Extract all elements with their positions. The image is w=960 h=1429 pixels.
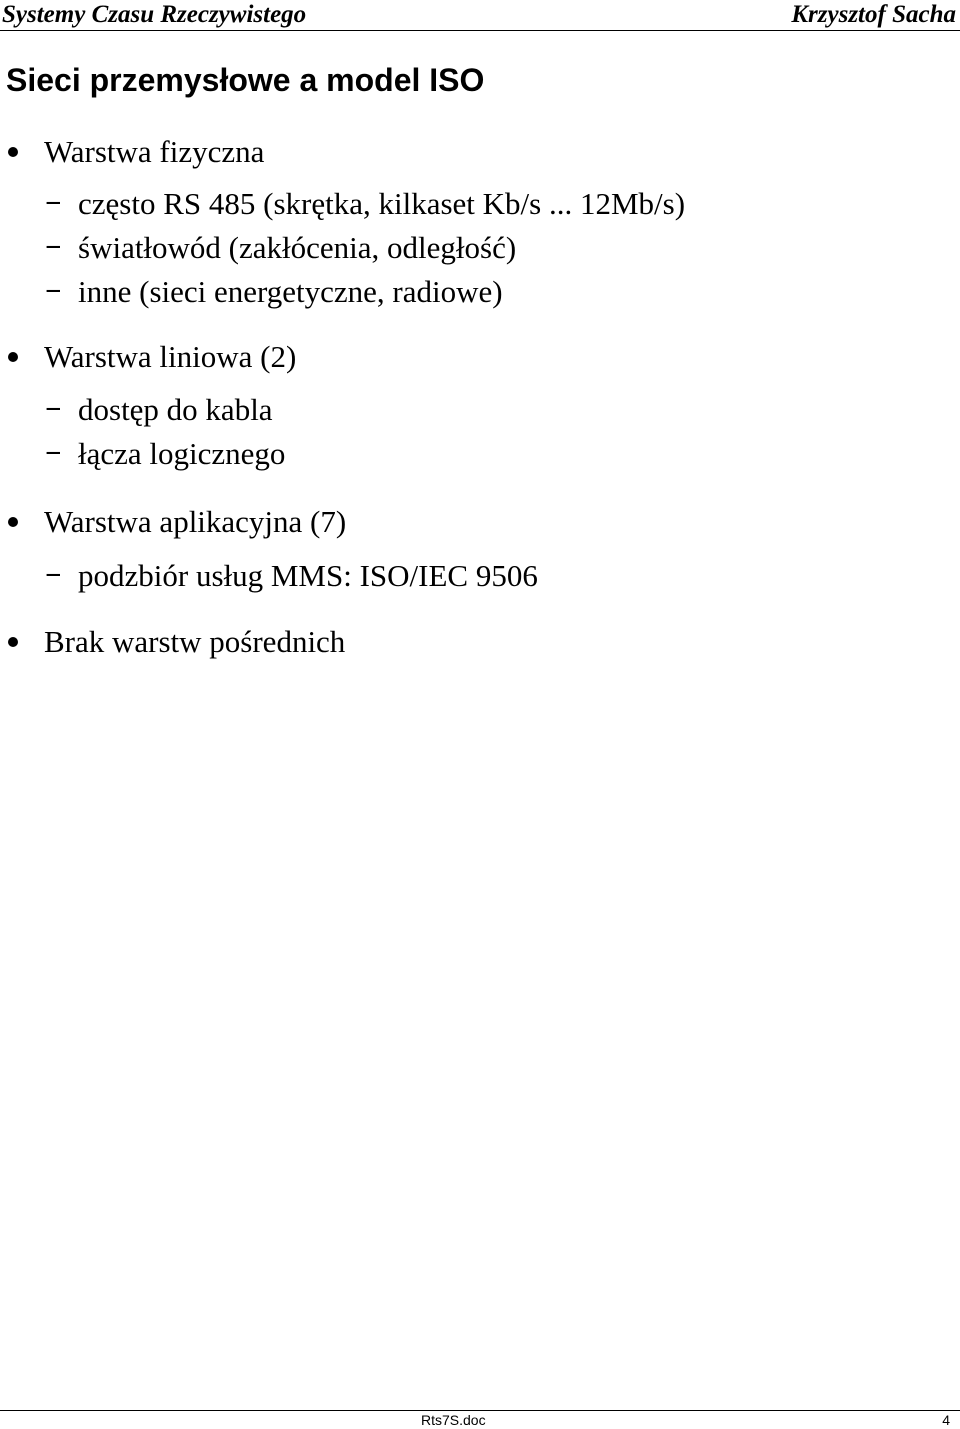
bullet-dot-icon [8, 517, 18, 527]
bullet-text: Warstwa fizyczna [44, 134, 265, 169]
sub-item-text: łącza logicznego [78, 436, 286, 471]
sub-item-text: dostęp do kabla [78, 392, 273, 427]
bullet-dot-icon [8, 352, 18, 362]
bullet-dot-icon [8, 147, 18, 157]
footer-filename: Rts7S.doc [421, 1412, 486, 1428]
dash-icon: – [44, 436, 63, 471]
dash-icon: – [44, 392, 63, 427]
page-footer [0, 1410, 960, 1429]
bullet-dot-icon [8, 637, 18, 647]
sub-item-text: często RS 485 (skrętka, kilkaset Kb/s ... 12Mb/s) [78, 186, 686, 221]
dash-icon: – [44, 274, 63, 309]
page-header [0, 0, 960, 31]
sub-item-text: podzbiór usług MMS: ISO/IEC 9506 [78, 558, 538, 593]
bullet-text: Warstwa aplikacyjna (7) [44, 504, 347, 539]
bullet-text: Brak warstw pośrednich [44, 624, 346, 659]
header-course-title: Systemy Czasu Rzeczywistego [2, 1, 307, 28]
sub-item-text: inne (sieci energetyczne, radiowe) [78, 274, 503, 309]
sub-item-text: światłowód (zakłócenia, odległość) [78, 230, 517, 265]
dash-icon: – [44, 230, 63, 265]
page-number: 4 [942, 1412, 950, 1428]
header-author: Krzysztof Sacha [791, 1, 956, 28]
dash-icon: – [44, 558, 63, 593]
bullet-text: Warstwa liniowa (2) [44, 339, 297, 374]
dash-icon: – [44, 186, 63, 221]
page-title: Sieci przemysłowe a model ISO [6, 62, 485, 98]
